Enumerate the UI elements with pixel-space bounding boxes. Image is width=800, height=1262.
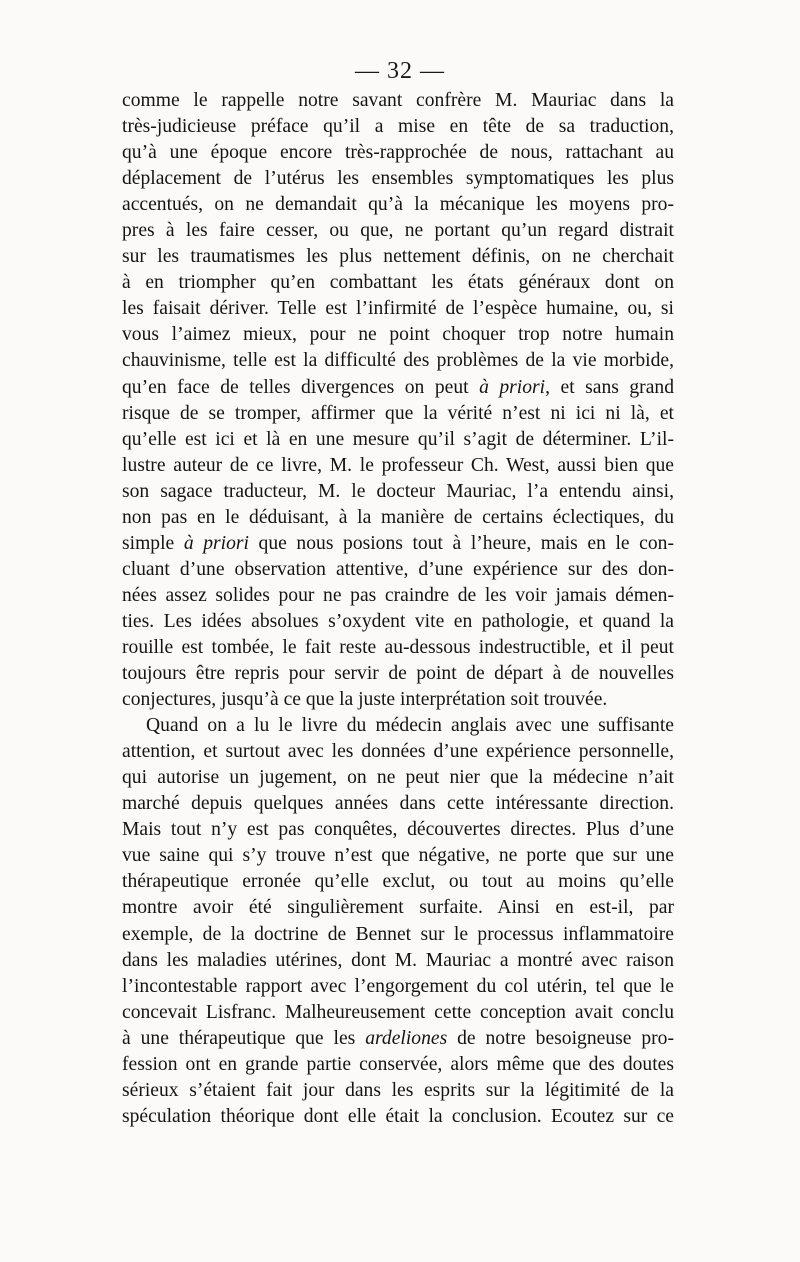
text-line (122, 375, 674, 401)
text-line: chauvinisme, telle est la difficulté des problèmes de la vie morbide, (122, 350, 674, 372)
text-line: spéculation théorique dont elle était la conclusion. Ecoutez sur ce (122, 1105, 674, 1127)
text-line: nées assez solides pour ne pas craindre de les voir jamais démen- (122, 584, 674, 606)
text-line: accentués, on ne demandait qu’à la mécanique les moyens pro- (122, 194, 674, 216)
text-run: que nous posions tout à l’heure, mais en le con- (248, 532, 675, 554)
text-line: rouille est tombée, le fait reste au-dessous indestructible, et il peut (122, 636, 674, 658)
text-line: fession ont en grande partie conservée, alors même que des doutes (122, 1053, 674, 1075)
text-line: non pas en le déduisant, à la manière de certains éclectiques, du (122, 506, 674, 528)
text-run: à une thérapeutique que les (122, 1027, 366, 1049)
text-line: sur les traumatismes les plus nettement définis, on ne cherchait (122, 246, 674, 268)
text-line: sérieux s’étaient fait jour dans les esprits sur la légitimité de la (122, 1079, 674, 1101)
text-line: les faisait dériver. Telle est l’infirmité de l’espèce humaine, ou, si (122, 298, 674, 320)
text-line: ties. Les idées absolues s’oxydent vite en pathologie, et quand la (122, 610, 674, 632)
text-run: de notre besoigneuse pro- (447, 1027, 674, 1049)
italic-phrase: à priori (479, 376, 546, 398)
text-line: pres à les faire cesser, ou que, ne portant qu’un regard distrait (122, 220, 674, 242)
text-line: concevait Lisfranc. Malheureusement cette conception avait conclu (122, 1001, 674, 1023)
text-line: dans les maladies utérines, dont M. Mauriac a montré avec raison (122, 949, 674, 971)
text-line: très-judicieuse préface qu’il a mise en tête de sa traduction, (122, 116, 674, 138)
text-line: montre avoir été singulièrement surfaite. Ainsi en est-il, par (122, 897, 674, 919)
text-line (122, 531, 674, 557)
text-line: vue saine qui s’y trouve n’est que négative, ne porte que sur une (122, 845, 674, 867)
text-line: comme le rappelle notre savant confrère M. Mauriac dans la (122, 90, 674, 111)
text-line: cluant d’une observation attentive, d’une expérience sur des don- (122, 558, 674, 580)
text-line: l’incontestable rapport avec l’engorgement du col utérin, tel que le (122, 975, 674, 997)
text-line: Quand on a lu le livre du médecin anglais avec une suffisante (146, 715, 674, 737)
text-line: lustre auteur de ce livre, M. le professeur Ch. West, aussi bien que (122, 454, 674, 476)
text-line (122, 1026, 674, 1052)
text-line: Mais tout n’y est pas conquêtes, découvertes directes. Plus d’une (122, 819, 674, 841)
text-line: marché depuis quelques années dans cette intéressante direction. (122, 793, 674, 815)
text-line: déplacement de l’utérus les ensembles symptomatiques les plus (122, 168, 674, 190)
text-line: qu’elle est ici et là en une mesure qu’il s’agit de déterminer. L’il- (122, 428, 674, 450)
italic-phrase: ardeliones (365, 1027, 448, 1049)
text-run: qu’en face de telles divergences on peut (122, 376, 480, 398)
text-line: qui autorise un jugement, on ne peut nier que la médecine n’ait (122, 767, 674, 789)
text-line: conjectures, jusqu’à ce que la juste interprétation soit trouvée. (122, 689, 608, 711)
text-line: vous l’aimez mieux, pour ne point choquer trop notre humain (122, 324, 674, 346)
text-run: simple (122, 532, 184, 554)
italic-phrase: à priori (183, 532, 249, 554)
text-line: exemple, de la doctrine de Bennet sur le processus inflammatoire (122, 923, 674, 945)
text-line: risque de se tromper, affirmer que la vérité n’est ni ici ni là, et (122, 402, 674, 424)
body-text (122, 88, 674, 1130)
text-line: toujours être repris pour servir de point de départ à de nouvelles (122, 663, 674, 685)
text-line: qu’à une époque encore très-rapprochée de nous, rattachant au (122, 142, 674, 164)
text-line: à en triompher qu’en combattant les états généraux dont on (122, 272, 674, 294)
text-line: thérapeutique erronée qu’elle exclut, ou tout au moins qu’elle (122, 871, 674, 893)
text-line: attention, et surtout avec les données d’une expérience personnelle, (122, 741, 674, 763)
page-number: — 32 — (355, 58, 445, 84)
text-run: , et sans grand (545, 376, 674, 398)
text-line: son sagace traducteur, M. le docteur Mauriac, l’a entendu ainsi, (122, 480, 674, 502)
